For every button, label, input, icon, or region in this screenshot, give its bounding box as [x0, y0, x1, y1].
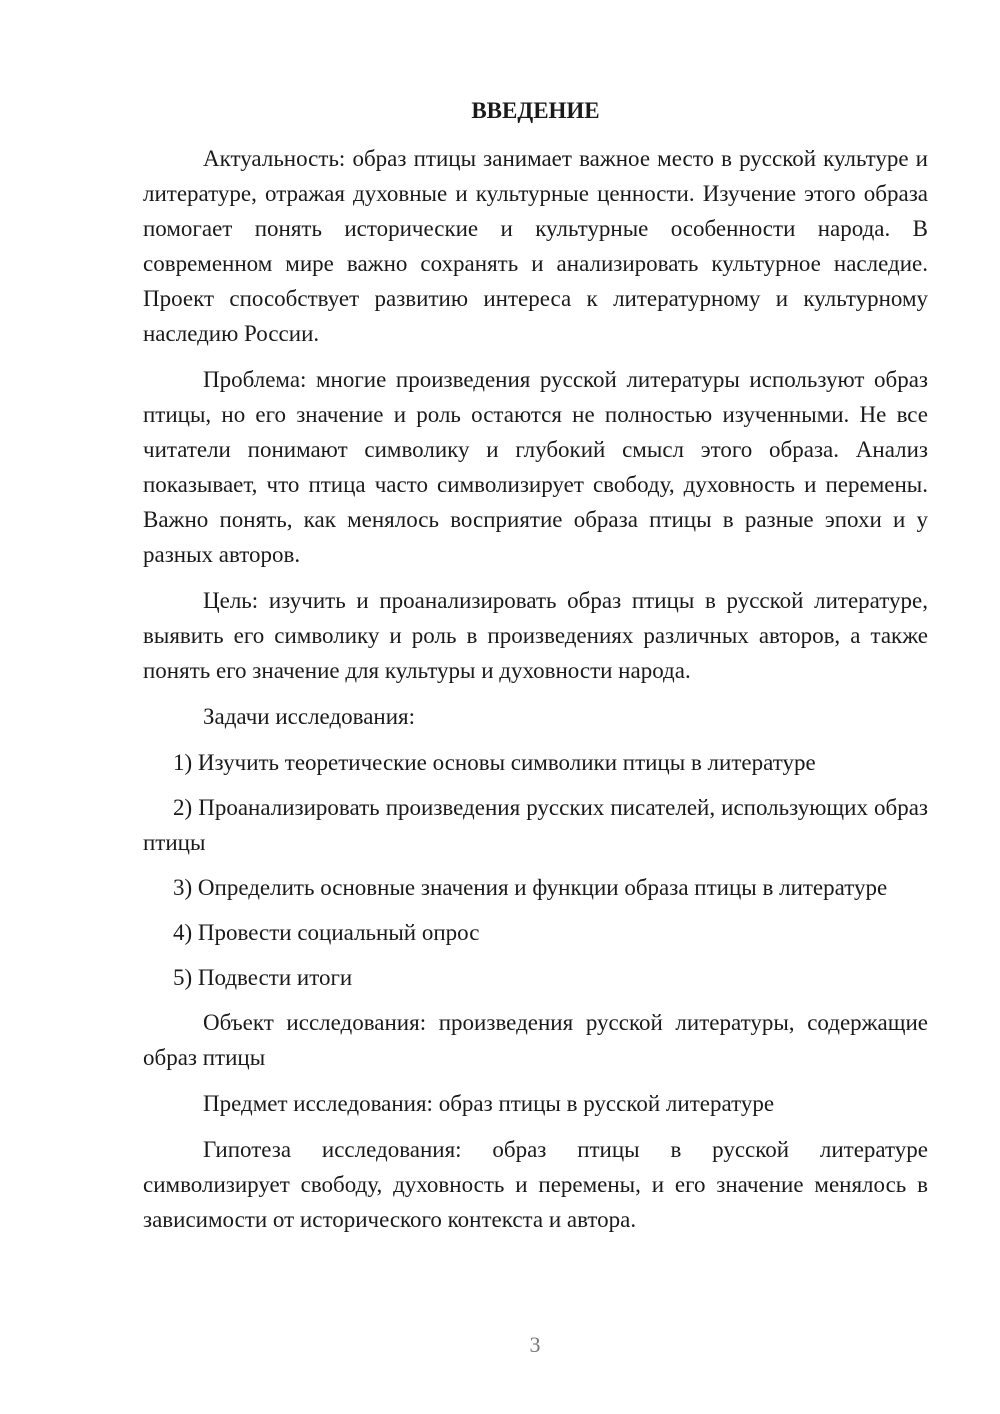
page-title: ВВЕДЕНИЕ — [471, 98, 600, 123]
tasks-label: Задачи исследования: — [203, 704, 416, 729]
task-item: 3) Определить основные значения и функции образа птицы в литературе — [173, 875, 888, 900]
task-item: 4) Провести социальный опрос — [173, 920, 480, 945]
page-content — [143, 93, 928, 1237]
relevance-paragraph: Актуальность: образ птицы занимает важное место в русской культуре и литературе, отражая духовные и культурные ценности. Изучение этого образа помогает понять исторические и культурные особенности народа. В современном мире важно сохранять и анализировать культурное наследие. Проект способствует развитию интереса к литературному и культурному наследию России. — [143, 146, 928, 346]
goal-paragraph: Цель: изучить и проанализировать образ птицы в русской литературе, выявить его символику и роль в произведениях различных авторов, а также понять его значение для культуры и духовности народа. — [143, 588, 928, 683]
task-item: 1) Изучить теоретические основы символики птицы в литературе — [173, 750, 816, 775]
tasks-list — [143, 745, 928, 995]
page-number: 3 — [529, 1332, 541, 1357]
hypothesis-paragraph: Гипотеза исследования: образ птицы в русской литературе символизирует свободу, духовность и перемены, и его значение менялось в зависимости от исторического контекста и автора. — [143, 1137, 928, 1232]
problem-paragraph: Проблема: многие произведения русской литературы используют образ птицы, но его значение и роль остаются не полностью изученными. Не все читатели понимают символику и глубокий смысл этого образа. Анализ показывает, что птица часто символизирует свободу, духовность и перемены. Важно понять, как менялось восприятие образа птицы в разные эпохи и у разных авторов. — [143, 367, 928, 567]
task-item: 2) Проанализировать произведения русских писателей, использующих образ птицы — [143, 795, 928, 855]
task-item: 5) Подвести итоги — [173, 965, 353, 990]
object-paragraph: Объект исследования: произведения русской литературы, содержащие образ птицы — [143, 1010, 928, 1070]
subject-paragraph: Предмет исследования: образ птицы в русской литературе — [203, 1091, 775, 1116]
